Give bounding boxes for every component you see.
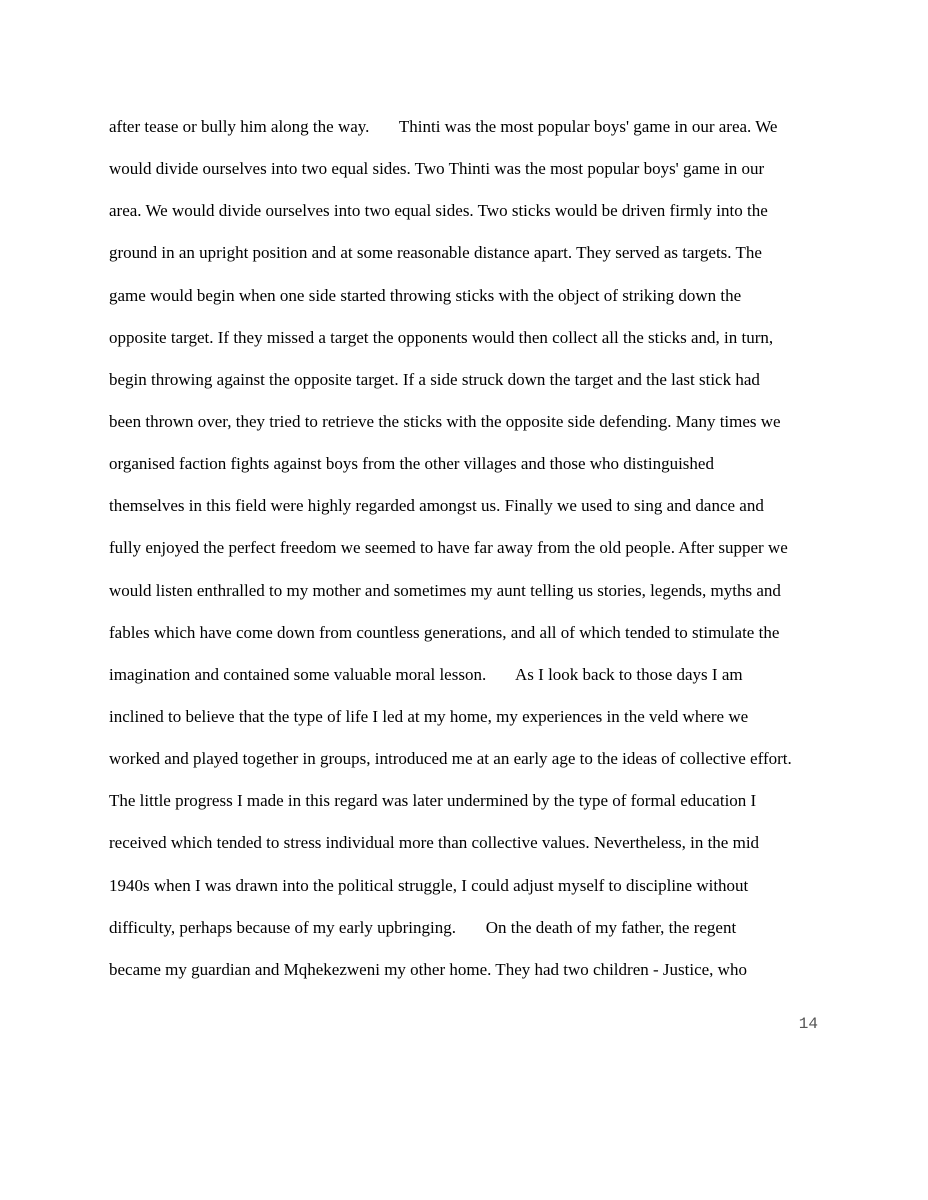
text-line: ground in an upright position and at some reasonable distance apart. They served as targets. The bbox=[109, 243, 762, 263]
text-line: 1940s when I was drawn into the political struggle, I could adjust myself to discipline without bbox=[109, 875, 749, 895]
text-line: would listen enthralled to my mother and sometimes my aunt telling us stories, legends, myths and bbox=[109, 580, 781, 600]
text-line: worked and played together in groups, introduced me at an early age to the ideas of collective effort. bbox=[109, 749, 792, 769]
page-number: 14 bbox=[798, 1015, 818, 1033]
text-line: fables which have come down from countless generations, and all of which tended to stimulate the bbox=[109, 622, 780, 642]
text-line: The little progress I made in this regard was later undermined by the type of formal education I bbox=[109, 791, 757, 811]
text-line: became my guardian and Mqhekezweni my other home. They had two children - Justice, who bbox=[109, 959, 747, 979]
text-line: received which tended to stress individual more than collective values. Nevertheless, in the mid bbox=[109, 833, 760, 853]
text-line: inclined to believe that the type of life I led at my home, my experiences in the veld where we bbox=[109, 706, 749, 726]
text-line: been thrown over, they tried to retrieve the sticks with the opposite side defending. Many times we bbox=[109, 411, 781, 431]
text-line: game would begin when one side started throwing sticks with the object of striking down the bbox=[109, 285, 742, 305]
text-line: difficulty, perhaps because of my early upbringing. On the death of my father, the regent bbox=[109, 917, 737, 937]
text-line: organised faction fights against boys from the other villages and those who distinguished bbox=[109, 454, 714, 474]
text-line: imagination and contained some valuable moral lesson. As I look back to those days I am bbox=[109, 664, 743, 684]
text-line: area. We would divide ourselves into two equal sides. Two sticks would be driven firmly into the bbox=[109, 201, 768, 221]
text-line: themselves in this field were highly regarded amongst us. Finally we used to sing and dance and bbox=[109, 496, 764, 516]
text-line: opposite target. If they missed a target the opponents would then collect all the sticks and, in turn, bbox=[109, 327, 774, 347]
text-line: begin throwing against the opposite target. If a side struck down the target and the last stick had bbox=[109, 369, 760, 389]
text-line: would divide ourselves into two equal sides. Two Thinti was the most popular boys' game in our bbox=[109, 159, 765, 179]
text-line: after tease or bully him along the way. Thinti was the most popular boys' game in our area. We bbox=[109, 117, 778, 136]
text-line: fully enjoyed the perfect freedom we seemed to have far away from the old people. After supper we bbox=[109, 538, 788, 558]
body-text bbox=[109, 106, 829, 991]
